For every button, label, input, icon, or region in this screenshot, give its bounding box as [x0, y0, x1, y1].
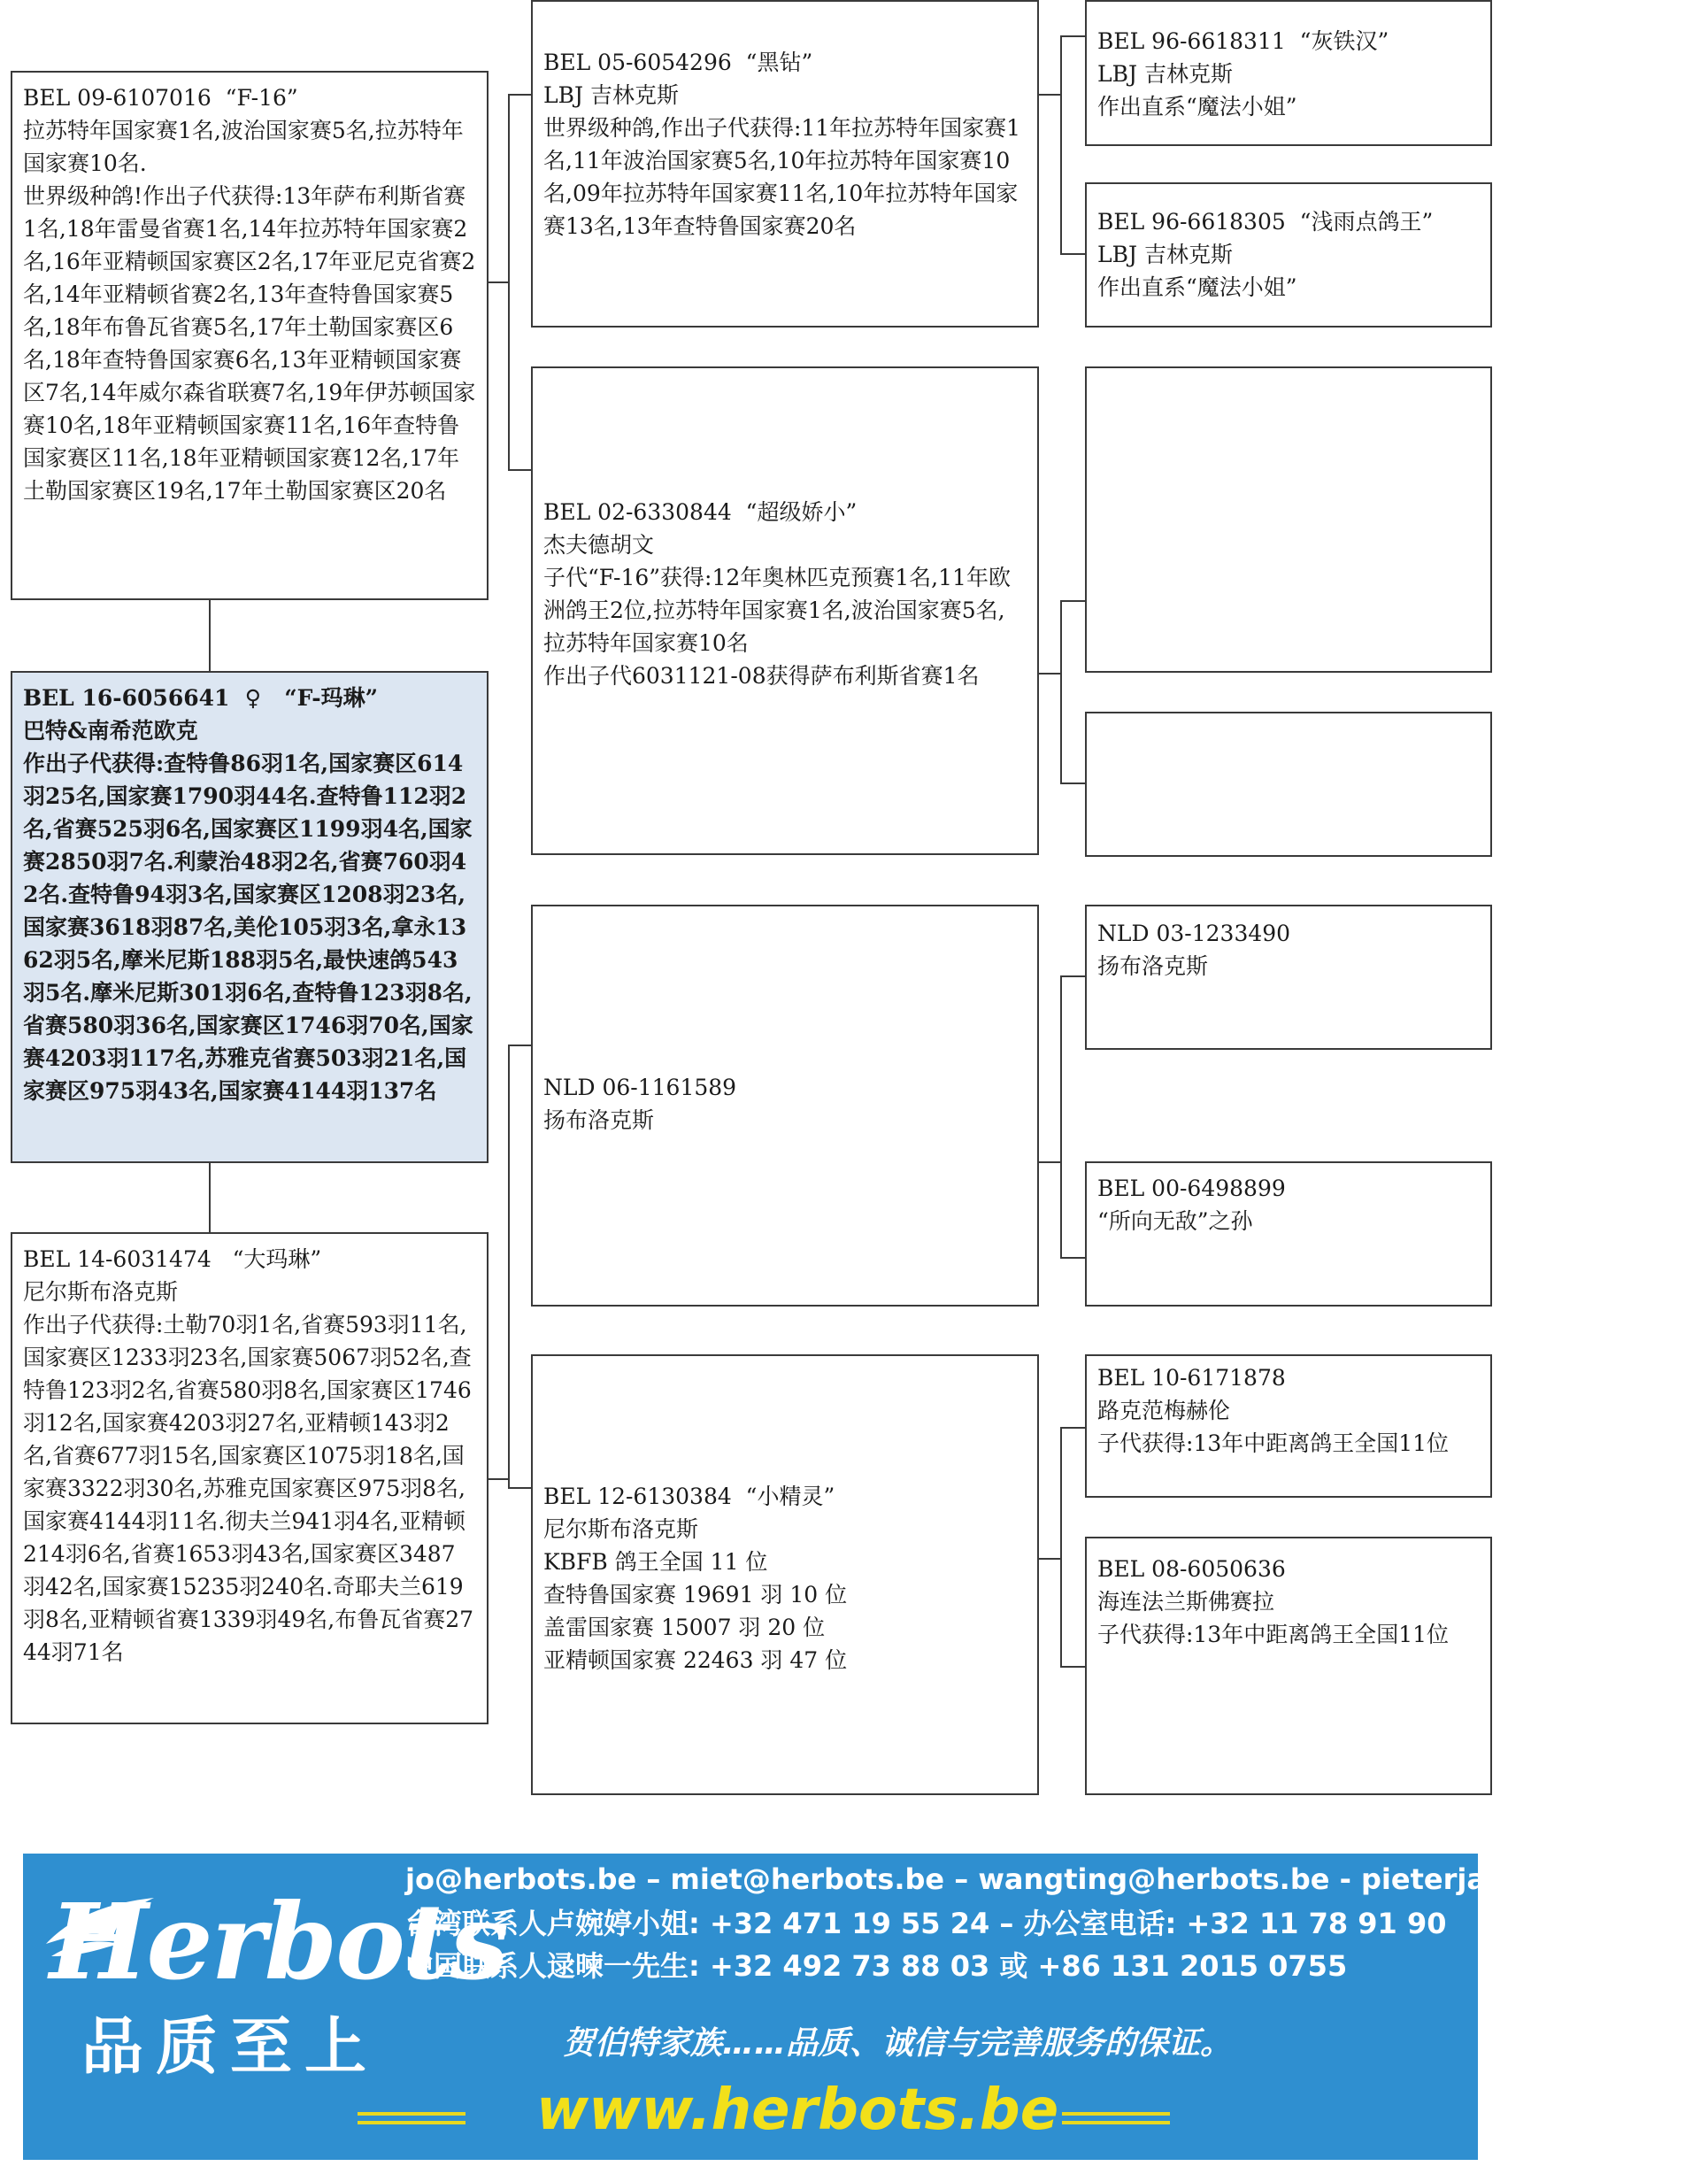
connector-line: [1039, 673, 1060, 675]
card-line: 作出直系“魔法小姐”: [1097, 94, 1297, 119]
card-line: 扬布洛克斯: [543, 1107, 655, 1133]
ring-number: BEL 10-6171878: [1097, 1365, 1286, 1391]
card-notes: 拉苏特年国家赛1名,波治国家赛5名,拉苏特年国家赛10名. 世界级种鸽!作出子代获得:13年萨布利斯省赛1名,18年雷曼省赛1名,14年拉苏特年国家赛2名,16年亚精顿国家赛区2名,17年亚尼克省赛2名,14年亚精顿省赛2名,13年查特鲁国家赛5名,18年布鲁瓦省赛5名,17年土勒国家赛区6名,18年查特鲁国家赛6名,13年亚精顿国家赛区7名,14年威尔森省联赛7名,19年伊苏顿国家赛10名,18年亚精顿国家赛11名,16年查特鲁国家赛区11名,18年亚精顿国家赛12名,17年土勒国家赛区19名,17年土勒国家赛区20名: [23, 118, 476, 504]
card-notes: 子代获得:13年中距离鸽王全国11位: [1097, 1622, 1450, 1647]
card-lines: [23, 714, 476, 747]
card-lines: [1097, 1205, 1480, 1237]
connector-line: [1039, 1161, 1060, 1163]
card-line: KBFB 鸽王全国 11 位: [543, 1549, 768, 1575]
card-line: 查特鲁国家赛 19691 羽 10 位: [543, 1582, 848, 1607]
card-notes: 作出子代获得:土勒70羽1名,省赛593羽11名,国家赛区1233羽23名,国家赛5067羽52名,查特鲁123羽2名,省赛580羽8名,国家赛区1746羽12名,国家赛4203羽27名,亚精顿143羽2名,省赛677羽15名,国家赛区1075羽18名,国家赛3322羽30名,苏雅克国家赛区975羽8名,国家赛4144羽11名.彻夫兰941羽4名,亚精顿214羽6名,省赛1653羽43名,国家赛区3487羽42名,国家赛15235羽240名.奇耶夫兰619羽8名,亚精顿省赛1339羽49名,布鲁瓦省赛2744羽71名: [23, 1312, 474, 1665]
card-line: 巴特&南希范欧克: [23, 718, 198, 744]
pedigree-card-dam-dam-sire: [1085, 1354, 1492, 1498]
pedigree-card-sire-dam-sire: [1085, 366, 1492, 673]
card-lines: [543, 1513, 1027, 1677]
card-notes: 子代“F-16”获得:12年奥林匹克预赛1名,11年欧洲鸽王2位,拉苏特年国家赛1名,波治国家赛5名,拉苏特年国家赛10名 作出子代6031121-08获得萨布利斯省赛1名: [543, 565, 1011, 689]
card-line: 扬布洛克斯: [1097, 953, 1209, 979]
card-notes: 作出子代获得:查特鲁86羽1名,国家赛区614羽25名,国家赛1790羽44名.查特鲁112羽2名,省赛525羽6名,国家赛区1199羽4名,国家赛2850羽7名.利蒙治48羽2名,省赛760羽42名.查特鲁94羽3名,国家赛区1208羽23名,国家赛3618羽87名,美伦105羽3名,拿永1362羽5名,摩米尼斯188羽5名,最快速鸽543羽5名.摩米尼斯301羽6名,查特鲁123羽8名,省赛580羽36名,国家赛区1746羽70名,国家赛4203羽117名,苏雅克省赛503羽21名,国家赛区975羽43名,国家赛4144羽137名: [23, 751, 473, 1104]
connector-line: [1039, 1558, 1060, 1560]
connector-line: [1060, 1427, 1062, 1666]
pedigree-card-dam-sire: [531, 905, 1039, 1307]
pedigree-card-dam-dam-dam: [1085, 1537, 1492, 1795]
connector-line: [209, 600, 211, 671]
decorative-rule: [358, 2112, 465, 2116]
card-line: 尼尔斯布洛克斯: [23, 1279, 179, 1305]
card-line: LBJ 吉林克斯: [1097, 242, 1233, 267]
decorative-rule: [1062, 2112, 1170, 2116]
pedigree-card-sire-sire-dam: [1085, 182, 1492, 328]
card-lines: [1097, 950, 1480, 983]
ring-number: NLD 03-1233490: [1097, 921, 1291, 946]
ring-number: BEL 14-6031474 “大玛琳”: [23, 1246, 322, 1272]
decorative-rule: [1062, 2121, 1170, 2124]
card-line: 杰夫德胡文: [543, 532, 655, 558]
website-link[interactable]: www.herbots.be: [536, 2078, 1059, 2143]
ring-number: BEL 16-6056641 ♀ “F-玛琳”: [23, 685, 378, 711]
connector-line: [1039, 94, 1060, 96]
pedigree-card-dam-sire-dam: [1085, 1161, 1492, 1307]
connector-line: [1060, 35, 1062, 253]
contact-emails: jo@herbots.be – miet@herbots.be – wangting@herbots.be - pieterjan@herbots.be: [405, 1862, 1708, 1896]
ring-number: BEL 02-6330844 “超级娇小”: [543, 499, 858, 525]
pedigree-card-sire: [11, 71, 489, 600]
pedigree-card-sire-sire: [531, 0, 1039, 328]
card-line: 尼尔斯布洛克斯: [543, 1516, 699, 1542]
pedigree-card-dam-sire-sire: [1085, 905, 1492, 1050]
connector-line: [1060, 600, 1062, 782]
ring-number: BEL 96-6618311 “灰铁汉”: [1097, 28, 1389, 54]
connector-line: [1060, 1427, 1085, 1429]
brand-tagline: 贺伯特家族……品质、诚信与完善服务的保证。: [563, 2025, 1233, 2062]
ring-number: BEL 08-6050636: [1097, 1556, 1286, 1582]
pedigree-card-sire-sire-sire: [1085, 0, 1492, 146]
card-line: “所向无敌”之孙: [1097, 1208, 1253, 1234]
card-line: 路克范梅赫伦: [1097, 1398, 1231, 1423]
connector-line: [1060, 1666, 1085, 1668]
connector-line: [508, 94, 531, 96]
connector-line: [508, 1045, 510, 1487]
connector-line: [1060, 782, 1085, 784]
card-lines: [1097, 1394, 1480, 1427]
card-line: 作出直系“魔法小姐”: [1097, 274, 1297, 300]
brand-logo: Herbots: [50, 1880, 507, 2003]
card-lines: [543, 528, 1027, 561]
card-notes: 世界级种鸽,作出子代获得:11年拉苏特年国家赛1名,11年波治国家赛5名,10年拉苏特年国家赛10名,09年拉苏特年国家赛11名,10年拉苏特年国家赛13名,13年查特鲁国家赛20名: [543, 115, 1021, 239]
connector-line: [508, 94, 510, 469]
decorative-rule: [358, 2121, 465, 2124]
card-lines: [543, 1104, 1027, 1137]
connector-line: [1060, 35, 1085, 37]
contact-taiwan: 台湾联系人卢婉婷小姐: +32 471 19 55 24 – 办公室电话: +32 11 78 91 90: [405, 1907, 1447, 1940]
contact-china: 中国联系人逯暕一先生: +32 492 73 88 03 或 +86 131 2015 0755: [405, 1949, 1348, 1983]
connector-line: [1060, 600, 1085, 602]
ring-number: BEL 09-6107016 “F-16”: [23, 85, 298, 111]
connector-line: [1060, 975, 1085, 977]
connector-line: [209, 1163, 211, 1232]
ring-number: BEL 12-6130384 “小精灵”: [543, 1484, 835, 1509]
brand-slogan: 品质至上: [81, 2010, 379, 2083]
card-lines: [1097, 1585, 1480, 1618]
connector-line: [489, 1478, 508, 1480]
connector-line: [1060, 1257, 1085, 1259]
card-line: 亚精顿国家赛 22463 羽 47 位: [543, 1647, 848, 1673]
ring-number: BEL 96-6618305 “浅雨点鸽王”: [1097, 209, 1434, 235]
footer-banner: [23, 1854, 1708, 2160]
pedigree-card-dam-dam: [531, 1354, 1039, 1795]
pedigree-card-dam: [11, 1232, 489, 1724]
card-line: 海连法兰斯佛赛拉: [1097, 1589, 1275, 1615]
card-lines: [23, 1276, 476, 1308]
connector-line: [508, 1487, 531, 1489]
card-lines: [543, 79, 1027, 112]
connector-line: [508, 1045, 531, 1046]
ring-number: BEL 00-6498899: [1097, 1176, 1286, 1201]
connector-line: [508, 469, 531, 471]
ring-number: BEL 05-6054296 “黑钻”: [543, 50, 813, 75]
card-line: LBJ 吉林克斯: [543, 82, 679, 108]
card-lines: [1097, 58, 1480, 123]
card-notes: 子代获得:13年中距离鸽王全国11位: [1097, 1430, 1450, 1456]
connector-line: [1060, 253, 1085, 255]
pedigree-card-sire-dam-dam: [1085, 712, 1492, 857]
pedigree-card-subject: [11, 671, 489, 1163]
card-lines: [1097, 238, 1480, 304]
ring-number: NLD 06-1161589: [543, 1075, 737, 1100]
card-line: 盖雷国家赛 15007 羽 20 位: [543, 1615, 826, 1640]
connector-line: [1060, 975, 1062, 1257]
pedigree-card-sire-dam: [531, 366, 1039, 855]
card-line: LBJ 吉林克斯: [1097, 61, 1233, 87]
connector-line: [489, 281, 508, 283]
